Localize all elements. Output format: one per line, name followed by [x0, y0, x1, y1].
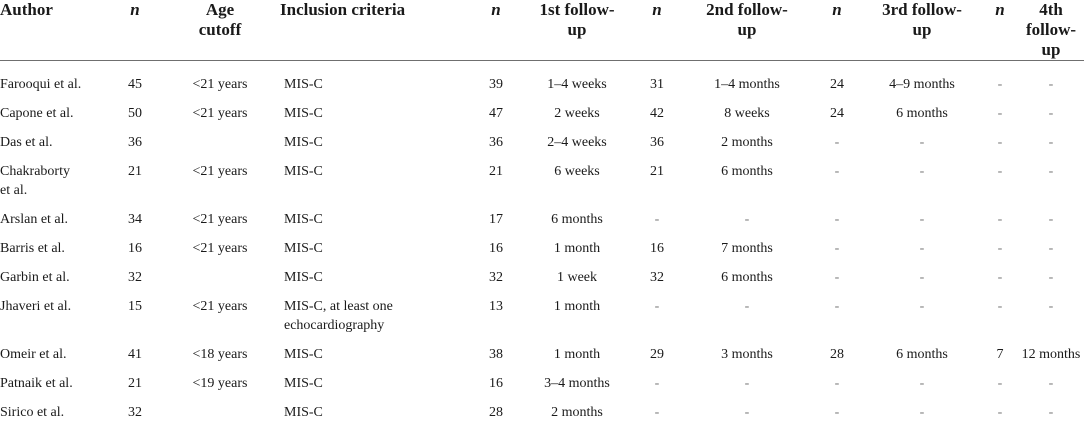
- cell-fu4: -: [1018, 398, 1084, 427]
- cell-n: 34: [110, 205, 160, 234]
- cell-author: [0, 157, 110, 205]
- cell-age-cutoff: <21 years: [160, 99, 280, 128]
- cell-author-line: Chakraborty: [0, 162, 110, 181]
- cell-n-fu2: -: [632, 205, 682, 234]
- cell-n-fu2: 29: [632, 340, 682, 369]
- table-row: [0, 61, 1084, 100]
- col-fu1-line2: up: [522, 20, 632, 40]
- cell-fu2: -: [682, 369, 812, 398]
- cell-author: [0, 292, 110, 340]
- cell-fu3: 4–9 months: [862, 61, 982, 100]
- cell-age-cutoff: [160, 263, 280, 292]
- cell-author-line: Omeir et al.: [0, 345, 110, 364]
- cell-inclusion: [280, 205, 470, 234]
- cell-fu4: -: [1018, 263, 1084, 292]
- cell-inclusion: [280, 157, 470, 205]
- cell-n-fu4: 7: [982, 340, 1018, 369]
- cell-n-fu3: 28: [812, 340, 862, 369]
- cell-n: 50: [110, 99, 160, 128]
- cell-age-cutoff: <18 years: [160, 340, 280, 369]
- col-fu4-line1: 4th follow-: [1018, 0, 1084, 40]
- cell-author: [0, 234, 110, 263]
- cell-inclusion: [280, 263, 470, 292]
- cell-n-fu3: 24: [812, 99, 862, 128]
- cell-fu2: 7 months: [682, 234, 812, 263]
- cell-fu2: 6 months: [682, 263, 812, 292]
- table-row: [0, 369, 1084, 398]
- cell-n-fu3: -: [812, 157, 862, 205]
- col-fu4-line2: up: [1018, 40, 1084, 60]
- table-row: [0, 157, 1084, 205]
- cell-fu4: -: [1018, 61, 1084, 100]
- cell-n-fu1: 21: [470, 157, 522, 205]
- cell-n-fu3: -: [812, 292, 862, 340]
- cell-inclusion: [280, 61, 470, 100]
- cell-n-fu1: 39: [470, 61, 522, 100]
- cell-author: [0, 398, 110, 427]
- cell-inclusion-line: MIS-C: [284, 403, 470, 422]
- col-n-fu4: n: [982, 0, 1018, 61]
- cell-author: [0, 128, 110, 157]
- cell-n-fu1: 16: [470, 369, 522, 398]
- cell-author: [0, 263, 110, 292]
- cell-author-line: Sirico et al.: [0, 403, 110, 422]
- cell-inclusion-line: MIS-C, at least one: [284, 297, 470, 316]
- cell-n-fu4: -: [982, 157, 1018, 205]
- cell-fu4: 12 months: [1018, 340, 1084, 369]
- cell-inclusion-line: MIS-C: [284, 210, 470, 229]
- cell-inclusion: [280, 340, 470, 369]
- cell-author: [0, 205, 110, 234]
- cell-n-fu3: -: [812, 263, 862, 292]
- cell-n-fu1: 16: [470, 234, 522, 263]
- col-n: n: [110, 0, 160, 61]
- cell-n: 32: [110, 398, 160, 427]
- cell-fu2: 6 months: [682, 157, 812, 205]
- table-row: [0, 205, 1084, 234]
- table-row: [0, 398, 1084, 427]
- cell-fu3: -: [862, 398, 982, 427]
- cell-n: 21: [110, 157, 160, 205]
- cell-age-cutoff: <21 years: [160, 292, 280, 340]
- cell-inclusion: [280, 369, 470, 398]
- col-fu3: [862, 0, 982, 61]
- cell-inclusion: [280, 99, 470, 128]
- cell-n-fu1: 17: [470, 205, 522, 234]
- cell-fu3: -: [862, 263, 982, 292]
- col-fu1-line1: 1st follow-: [522, 0, 632, 20]
- cell-n-fu2: -: [632, 369, 682, 398]
- cell-fu1: 1 month: [522, 292, 632, 340]
- cell-n-fu2: 32: [632, 263, 682, 292]
- cell-inclusion-line: MIS-C: [284, 162, 470, 181]
- cell-author-line: et al.: [0, 181, 110, 200]
- cell-n: 21: [110, 369, 160, 398]
- cell-fu2: 2 months: [682, 128, 812, 157]
- cell-n-fu2: 36: [632, 128, 682, 157]
- cell-n: 32: [110, 263, 160, 292]
- cell-n-fu3: -: [812, 369, 862, 398]
- col-fu2: [682, 0, 812, 61]
- cell-fu2: -: [682, 205, 812, 234]
- cell-fu2: 3 months: [682, 340, 812, 369]
- cell-n-fu3: -: [812, 398, 862, 427]
- cell-fu4: -: [1018, 205, 1084, 234]
- cell-fu3: 6 months: [862, 340, 982, 369]
- col-age-cutoff-line2: cutoff: [160, 20, 280, 40]
- cell-inclusion: [280, 398, 470, 427]
- col-fu2-line1: 2nd follow-: [682, 0, 812, 20]
- cell-fu1: 2–4 weeks: [522, 128, 632, 157]
- col-n-fu1: n: [470, 0, 522, 61]
- cell-n-fu1: 32: [470, 263, 522, 292]
- cell-fu1: 1 month: [522, 340, 632, 369]
- cell-n-fu4: -: [982, 205, 1018, 234]
- table-row: [0, 292, 1084, 340]
- cell-n-fu4: -: [982, 398, 1018, 427]
- cell-author: [0, 99, 110, 128]
- cell-fu1: 1–4 weeks: [522, 61, 632, 100]
- col-n-fu2: n: [632, 0, 682, 61]
- cell-age-cutoff: [160, 128, 280, 157]
- cell-age-cutoff: <19 years: [160, 369, 280, 398]
- cell-inclusion-line: MIS-C: [284, 75, 470, 94]
- cell-author: [0, 340, 110, 369]
- cell-n-fu1: 28: [470, 398, 522, 427]
- col-fu3-line1: 3rd follow-: [862, 0, 982, 20]
- cell-inclusion-line: MIS-C: [284, 268, 470, 287]
- cell-fu1: 2 weeks: [522, 99, 632, 128]
- cell-inclusion-line: MIS-C: [284, 345, 470, 364]
- cell-n-fu1: 36: [470, 128, 522, 157]
- cell-age-cutoff: <21 years: [160, 234, 280, 263]
- cell-fu1: 6 months: [522, 205, 632, 234]
- cell-author-line: Capone et al.: [0, 104, 110, 123]
- cell-n-fu4: -: [982, 61, 1018, 100]
- cell-inclusion-line: MIS-C: [284, 133, 470, 152]
- cell-n: 41: [110, 340, 160, 369]
- cell-fu4: -: [1018, 157, 1084, 205]
- cell-author-line: Farooqui et al.: [0, 75, 110, 94]
- cell-age-cutoff: <21 years: [160, 61, 280, 100]
- cell-fu1: 1 week: [522, 263, 632, 292]
- cell-inclusion-line: MIS-C: [284, 374, 470, 393]
- cell-author: [0, 61, 110, 100]
- cell-n-fu3: -: [812, 128, 862, 157]
- cell-n-fu2: 31: [632, 61, 682, 100]
- cell-author-line: Patnaik et al.: [0, 374, 110, 393]
- cell-n-fu2: 21: [632, 157, 682, 205]
- col-age-cutoff-line1: Age: [160, 0, 280, 20]
- cell-fu2: -: [682, 292, 812, 340]
- cell-n-fu1: 38: [470, 340, 522, 369]
- cell-fu2: 1–4 months: [682, 61, 812, 100]
- cell-n-fu2: 42: [632, 99, 682, 128]
- cell-n-fu3: -: [812, 205, 862, 234]
- cell-author: [0, 369, 110, 398]
- cell-author-line: Arslan et al.: [0, 210, 110, 229]
- cell-inclusion: [280, 292, 470, 340]
- cell-n-fu3: 24: [812, 61, 862, 100]
- cell-age-cutoff: [160, 398, 280, 427]
- table-row: [0, 263, 1084, 292]
- table-body: [0, 61, 1084, 427]
- cell-author-line: Barris et al.: [0, 239, 110, 258]
- table-row: [0, 128, 1084, 157]
- cell-n: 36: [110, 128, 160, 157]
- cell-fu3: -: [862, 292, 982, 340]
- cell-n-fu4: -: [982, 263, 1018, 292]
- cell-n-fu4: -: [982, 369, 1018, 398]
- col-n-fu3: n: [812, 0, 862, 61]
- cell-fu2: 8 weeks: [682, 99, 812, 128]
- cell-n-fu4: -: [982, 234, 1018, 263]
- cell-fu1: 6 weeks: [522, 157, 632, 205]
- cell-n-fu3: -: [812, 234, 862, 263]
- cell-n-fu1: 47: [470, 99, 522, 128]
- cell-fu4: -: [1018, 369, 1084, 398]
- col-inclusion: Inclusion criteria: [280, 0, 470, 61]
- col-fu3-line2: up: [862, 20, 982, 40]
- cell-n-fu4: -: [982, 128, 1018, 157]
- cell-fu3: -: [862, 157, 982, 205]
- col-author: Author: [0, 0, 110, 61]
- cell-fu1: 3–4 months: [522, 369, 632, 398]
- cell-fu3: -: [862, 234, 982, 263]
- cell-fu2: -: [682, 398, 812, 427]
- cell-n-fu4: -: [982, 99, 1018, 128]
- cell-age-cutoff: <21 years: [160, 205, 280, 234]
- cell-n-fu1: 13: [470, 292, 522, 340]
- cell-author-line: Garbin et al.: [0, 268, 110, 287]
- cell-fu1: 2 months: [522, 398, 632, 427]
- cell-inclusion: [280, 128, 470, 157]
- cell-author-line: Das et al.: [0, 133, 110, 152]
- cell-fu4: -: [1018, 234, 1084, 263]
- cell-n: 15: [110, 292, 160, 340]
- cell-n-fu2: -: [632, 292, 682, 340]
- table-row: [0, 234, 1084, 263]
- cell-n-fu2: -: [632, 398, 682, 427]
- table-row: [0, 340, 1084, 369]
- cell-inclusion-line: MIS-C: [284, 239, 470, 258]
- cell-inclusion-line: echocardiography: [284, 316, 470, 335]
- col-fu4: [1018, 0, 1084, 61]
- col-age-cutoff: [160, 0, 280, 61]
- cell-fu1: 1 month: [522, 234, 632, 263]
- cell-author-line: Jhaveri et al.: [0, 297, 110, 316]
- cell-n: 16: [110, 234, 160, 263]
- cell-fu3: -: [862, 205, 982, 234]
- cell-n-fu2: 16: [632, 234, 682, 263]
- cell-fu3: -: [862, 369, 982, 398]
- cell-n: 45: [110, 61, 160, 100]
- cell-n-fu4: -: [982, 292, 1018, 340]
- cell-fu3: -: [862, 128, 982, 157]
- cell-fu4: -: [1018, 292, 1084, 340]
- table-row: [0, 99, 1084, 128]
- cell-fu4: -: [1018, 128, 1084, 157]
- col-fu1: [522, 0, 632, 61]
- cell-fu3: 6 months: [862, 99, 982, 128]
- cell-fu4: -: [1018, 99, 1084, 128]
- cell-inclusion: [280, 234, 470, 263]
- col-fu2-line2: up: [682, 20, 812, 40]
- cell-inclusion-line: MIS-C: [284, 104, 470, 123]
- cell-age-cutoff: <21 years: [160, 157, 280, 205]
- header-row: [0, 0, 1084, 61]
